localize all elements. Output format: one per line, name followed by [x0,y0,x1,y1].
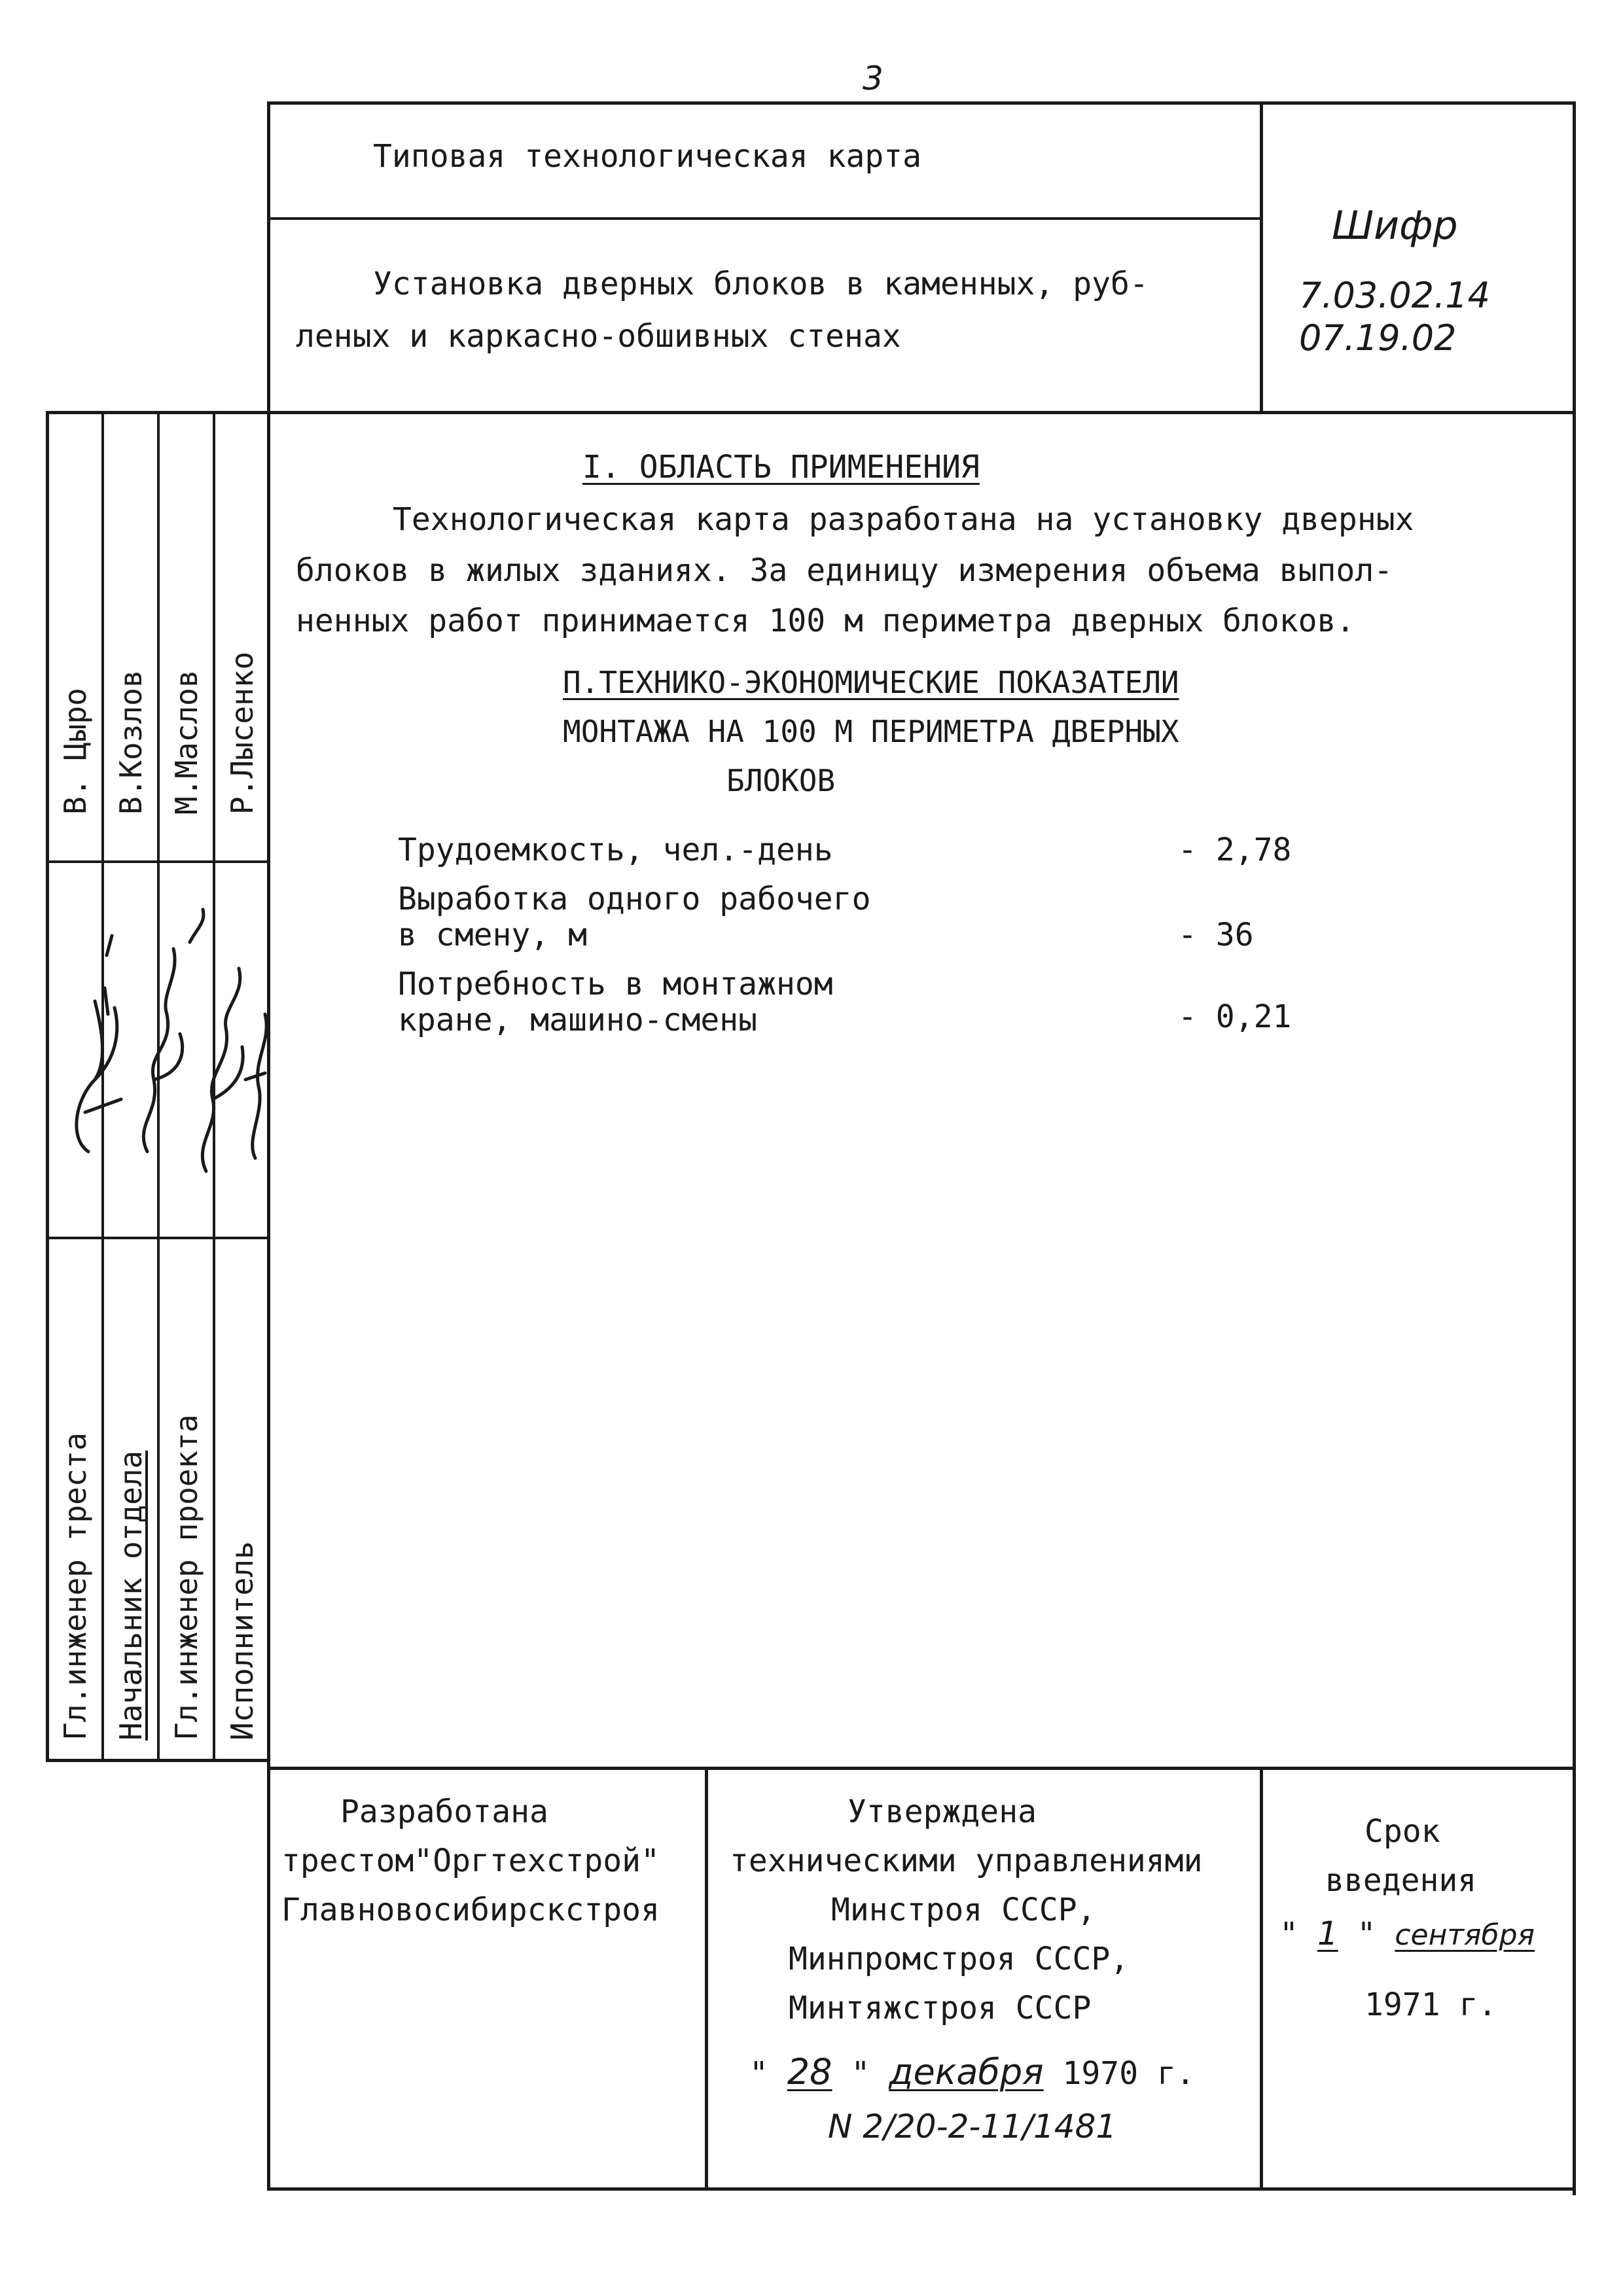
approved-line-3: Минстроя СССР, [831,1892,1096,1928]
term-date: " 1 " сентября [1279,1915,1535,1952]
indicator-label-cont: кране, машино-смены [398,1002,758,1038]
approved-line-5: Минтяжстроя СССР [789,1990,1092,2026]
section1-heading: I. ОБЛАСТЬ ПРИМЕНЕНИЯ [582,449,980,486]
cipher-code-2: 07.19.02 [1299,317,1457,359]
section1-line-1: Технологическая карта разработана на установку дверных [393,501,1414,538]
indicator-label: Потребность в монтажном [398,966,833,1002]
approved-number: N 2/20-2-11/1481 [828,2108,1117,2146]
section2-heading-line1: П.ТЕХНИКО-ЭКОНОМИЧЕСКИЕ ПОКАЗАТЕЛИ [563,665,1179,700]
indicator-value: - 36 [1178,917,1254,953]
approved-month: декабря [889,2051,1044,2093]
indicator-label: Выработка одного рабочего [398,881,871,917]
term-line-2: введения [1325,1862,1477,1899]
signatures [49,864,267,1237]
section1-line-3: ненных работ принимается 100 м периметра дверных блоков. [296,603,1355,639]
section2-heading-line2: МОНТАЖА НА 100 М ПЕРИМЕТРА ДВЕРНЫХ [563,714,1179,749]
approved-year: 1970 г. [1062,2055,1195,2092]
developed-line-2: трестом"Оргтехстрой" [281,1843,660,1879]
section1-line-2: блоков в жилых зданиях. За единицу измерения объема выпол- [296,552,1393,589]
developed-line-3: Главновосибирскстроя [281,1892,660,1928]
page-number: 3 [863,60,883,97]
term-day: 1 [1317,1915,1338,1952]
term-year: 1971 г. [1364,1987,1497,2023]
stamp-position-1: Гл.инженер треста [58,1432,93,1740]
stamp-position-4: Исполнитель [224,1541,260,1740]
stamp-name-4: Р.Лысенко [224,651,260,815]
term-month: сентября [1395,1918,1535,1952]
approved-line-2: техническими управлениями [730,1843,1203,1879]
stamp-position-2: Начальник отдела [113,1450,149,1740]
developed-line-1: Разработана [340,1793,548,1830]
indicator-value: - 0,21 [1178,998,1292,1035]
cipher-code-1: 7.03.02.14 [1299,275,1490,316]
indicator-value: - 2,78 [1178,832,1292,868]
indicator-label: Трудоемкость, чел.-день [398,832,833,868]
approved-day: 28 [787,2051,832,2093]
indicator-label-cont: в смену, м [398,917,587,953]
term-line-1: Срок [1364,1813,1440,1850]
doc-title-line2: леных и каркасно-обшивных стенах [296,318,901,355]
stamp-name-1: В. Цыро [58,688,93,815]
cipher-label: Шифр [1332,203,1458,249]
stamp-position-3: Гл.инженер проекта [169,1414,204,1740]
section2-heading-line3: БЛОКОВ [726,763,836,798]
approved-date: " 28 " декабря 1970 г. [749,2051,1195,2093]
stamp-name-2: В.Козлов [113,669,149,815]
approved-line-4: Минпромстроя СССР, [789,1941,1130,1977]
doc-type: Типовая технологическая карта [373,138,922,175]
stamp-name-3: М.Маслов [169,669,204,815]
doc-title-line1: Установка дверных блоков в каменных, руб- [373,266,1149,302]
approved-line-1: Утверждена [847,1793,1037,1830]
